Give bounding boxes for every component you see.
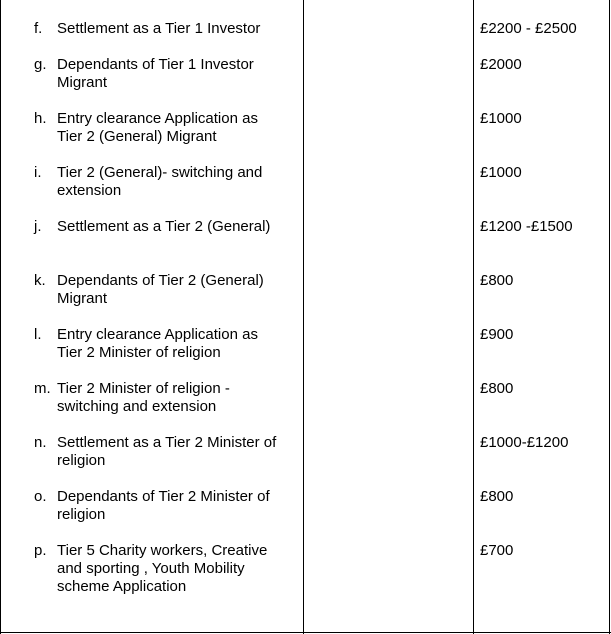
list-marker: l. <box>34 326 42 343</box>
description-line: Entry clearance Application as <box>57 110 258 127</box>
service-description <box>57 164 301 200</box>
fee-amount: £900 <box>480 326 514 343</box>
table-border-left <box>0 0 1 634</box>
list-marker: g. <box>34 56 47 73</box>
description-line: scheme Application <box>57 578 187 595</box>
service-description <box>57 218 301 236</box>
service-description <box>57 488 301 524</box>
description-line: Dependants of Tier 2 (General) <box>57 272 264 289</box>
fee-amount: £800 <box>480 488 514 505</box>
list-marker: p. <box>34 542 47 559</box>
service-description <box>57 434 301 470</box>
description-line: Migrant <box>57 74 108 91</box>
column-divider-2 <box>473 0 474 634</box>
table-border-bottom <box>0 632 611 633</box>
list-marker: m. <box>34 380 51 397</box>
fee-amount: £1000 <box>480 164 522 181</box>
description-line: Dependants of Tier 2 Minister of <box>57 488 270 505</box>
description-line: Settlement as a Tier 2 (General) <box>57 218 271 235</box>
list-marker: f. <box>34 20 43 37</box>
fee-amount: £700 <box>480 542 514 559</box>
description-line: and sporting , Youth Mobility <box>57 560 245 577</box>
list-marker: n. <box>34 434 47 451</box>
description-line: religion <box>57 452 106 469</box>
fee-amount: £1000 <box>480 110 522 127</box>
description-line: extension <box>57 182 122 199</box>
service-description <box>57 542 301 596</box>
description-line: Tier 5 Charity workers, Creative <box>57 542 268 559</box>
description-line: Settlement as a Tier 2 Minister of <box>57 434 277 451</box>
service-description <box>57 326 301 362</box>
list-marker: k. <box>34 272 46 289</box>
service-description <box>57 20 301 38</box>
service-description <box>57 110 301 146</box>
service-description <box>57 272 301 308</box>
fee-amount: £800 <box>480 380 514 397</box>
fee-amount: £800 <box>480 272 514 289</box>
fee-amount: £2000 <box>480 56 522 73</box>
description-line: religion <box>57 506 106 523</box>
description-line: Tier 2 Minister of religion <box>57 344 221 361</box>
service-description <box>57 380 301 416</box>
service-description <box>57 56 301 92</box>
list-marker: i. <box>34 164 42 181</box>
description-line: Tier 2 Minister of religion - <box>57 380 230 397</box>
description-line: Tier 2 (General)- switching and <box>57 164 263 181</box>
description-line: Dependants of Tier 1 Investor <box>57 56 254 73</box>
description-line: switching and extension <box>57 398 217 415</box>
list-marker: h. <box>34 110 47 127</box>
column-divider-1 <box>303 0 304 634</box>
description-line: Tier 2 (General) Migrant <box>57 128 217 145</box>
list-marker: j. <box>34 218 42 235</box>
table-border-right <box>609 0 610 634</box>
description-line: Entry clearance Application as <box>57 326 258 343</box>
description-line: Migrant <box>57 290 108 307</box>
fee-amount: £1000-£1200 <box>480 434 569 451</box>
description-line: Settlement as a Tier 1 Investor <box>57 20 261 37</box>
list-marker: o. <box>34 488 47 505</box>
fee-amount: £1200 -£1500 <box>480 218 573 235</box>
fee-amount: £2200 - £2500 <box>480 20 577 37</box>
